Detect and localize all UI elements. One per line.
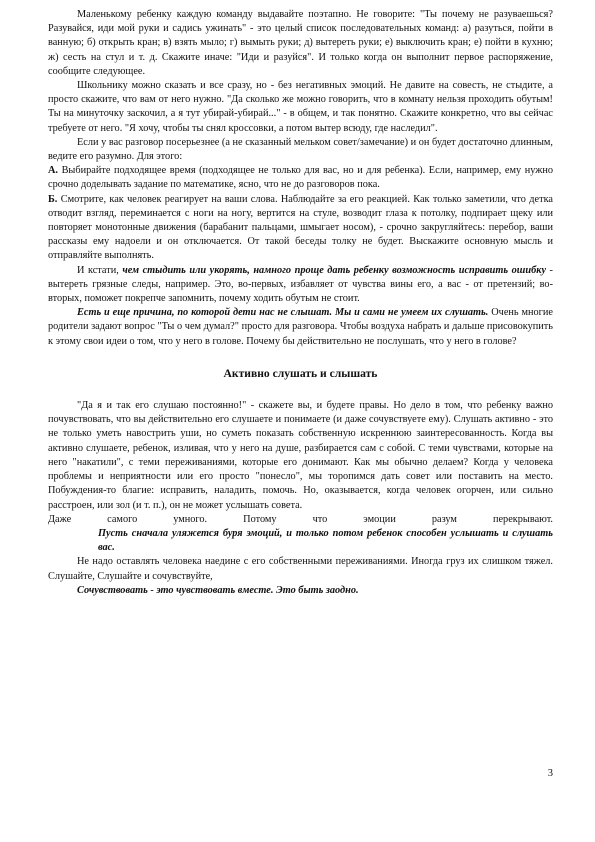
paragraph-active-listening-end: Даже самого умного. Потому что эмоции разум перекрывают. [48,513,553,525]
listen-rest: Очень многие родители задают вопрос "Ты о чем думал?" просто для разговора. Чтобы воздуха набрать и дальше присовокупить к этому свои идеи о том, что у него в голове. Почему бы действительно не послушать, что у него в голове? [48,307,553,347]
paragraph-active-listening: "Да я и так его слушаю постоянно!" - скажете вы, и будете правы. Но дело в том, что ребенку важно почувствовать, что вы действительно его слушаете и понимаете (и даже сочувствуете ему). Слушать активно - это не только уметь навострить уши, но суметь показать собственную искреннюю заинтересованность. Когда вы активно слушаете, ребенок, изливая, что у него на душе, разбирается сам с собой. С теми чувствами, которые на него "накатили", с теми переживаниями, которые его донимают. Как мы обычно делаем? Когда у человека проблемы и неприятности или его просто "понесло", мы торопимся дать совет или поставить на место. Побуждения-то благие: исправить, наладить, помочь. Но, оказывается, когда человек огорчен, или сильно расстроен, или зол (и т. п.), он не может услышать совета. [48,400,553,511]
paragraph-listen [48,306,553,349]
fix-mistake-rest: - вытереть грязные следы, например. Это, во-первых, избавляет от чувства вины его, а вас - от претензий; во-вторых, поможет покрепче запомнить, почему ходить обутым не стоит. [48,264,553,305]
fix-mistake-start: И кстати, [77,264,123,276]
paragraph-fix-mistake [48,264,553,307]
paragraph-point-b [48,193,553,264]
section-heading: Активно слушать и слышать [223,366,378,380]
paragraph-serious-talk: Если у вас разговор посерьезнее (а не сказанный мельком совет/замечание) и он будет достаточно длинным, ведите его разумно. Для этого: [48,136,553,163]
sympathize-emphasis: Сочувствовать - это чувствовать вместе. Это быть заодно. [77,584,359,596]
paragraph-not-alone: Не надо оставлять человека наедине с его собственными переживаниями. Иногда груз их слишком тяжел. Слушайте, Слушайте и сочувствуйте, [48,556,553,582]
paragraph-sympathize [48,584,553,598]
paragraph-point-a [48,164,553,192]
point-b-label: Б. [48,193,58,205]
page-number: 3 [547,768,553,779]
point-a-text: Выбирайте подходящее время (подходящее не только для вас, но и для ребенка). Если, например, ему нужно срочно доделывать задание по математике, ясно, что не до разговоров пока. [48,165,553,191]
paragraph-emotion-storm: Пусть сначала уляжется буря эмоций, и только потом ребенок способен услышать и слушать вас. [98,527,553,554]
listen-emphasis: Есть и еще причина, по которой дети нас не слышат. Мы и сами не умеем их слушать. [77,307,489,319]
point-a-label: А. [48,165,59,177]
document-page [48,8,553,598]
point-b-text: Смотрите, как человек реагирует на ваши слова. Наблюдайте за его реакцией. Как только заметили, что детка отводит взгляд, переминается с ноги на ногу, вертится на стуле, возводит глаза к потолку, подпирает щеку или повторяет монотонные движения (барабанит пальцами, шмыгает носом), - срочно закругляйтесь: перебор, ваши рассказы ему надоели и он отключается. От такой беседы толку не будет. Выскажите основную мысль и отправляйте выполнять. [48,193,553,262]
paragraph-step-commands: Маленькому ребенку каждую команду выдавайте поэтапно. Не говорите: "Ты почему не разуваешься? Разувайся, иди мой руки и садись ужинать" - это целый список последовательных команд: а) разуться, пойти в ванную; б) открыть кран; в) взять мыло; г) вымыть руки; д) вытереть руки; е) выключить кран; е) пойти в кухню; ж) сесть на стул и т. д. Скажите иначе: "Иди и разуйся". И только когда он выполнит первое распоряжение, сообщите следующее. [48,9,553,77]
fix-mistake-emphasis: чем стыдить или укорять, намного проще дать ребенку возможность исправить ошибку [122,264,547,276]
paragraph-schoolchild: Школьнику можно сказать и все сразу, но - без негативных эмоций. Не давите на совесть, не стыдите, а просто скажите, что вам от него нужно. "Да сколько же можно говорить, что в комнату нельзя проходить обутым! Ты на минуточку заскочил, а я тут убирай-убирай..." - в общем, и так понятно. Скажите конкретно, что вы сейчас требуете от него. "Я хочу, чтобы ты снял кроссовки, а потом вытер всюду, где наследил". [48,80,553,134]
